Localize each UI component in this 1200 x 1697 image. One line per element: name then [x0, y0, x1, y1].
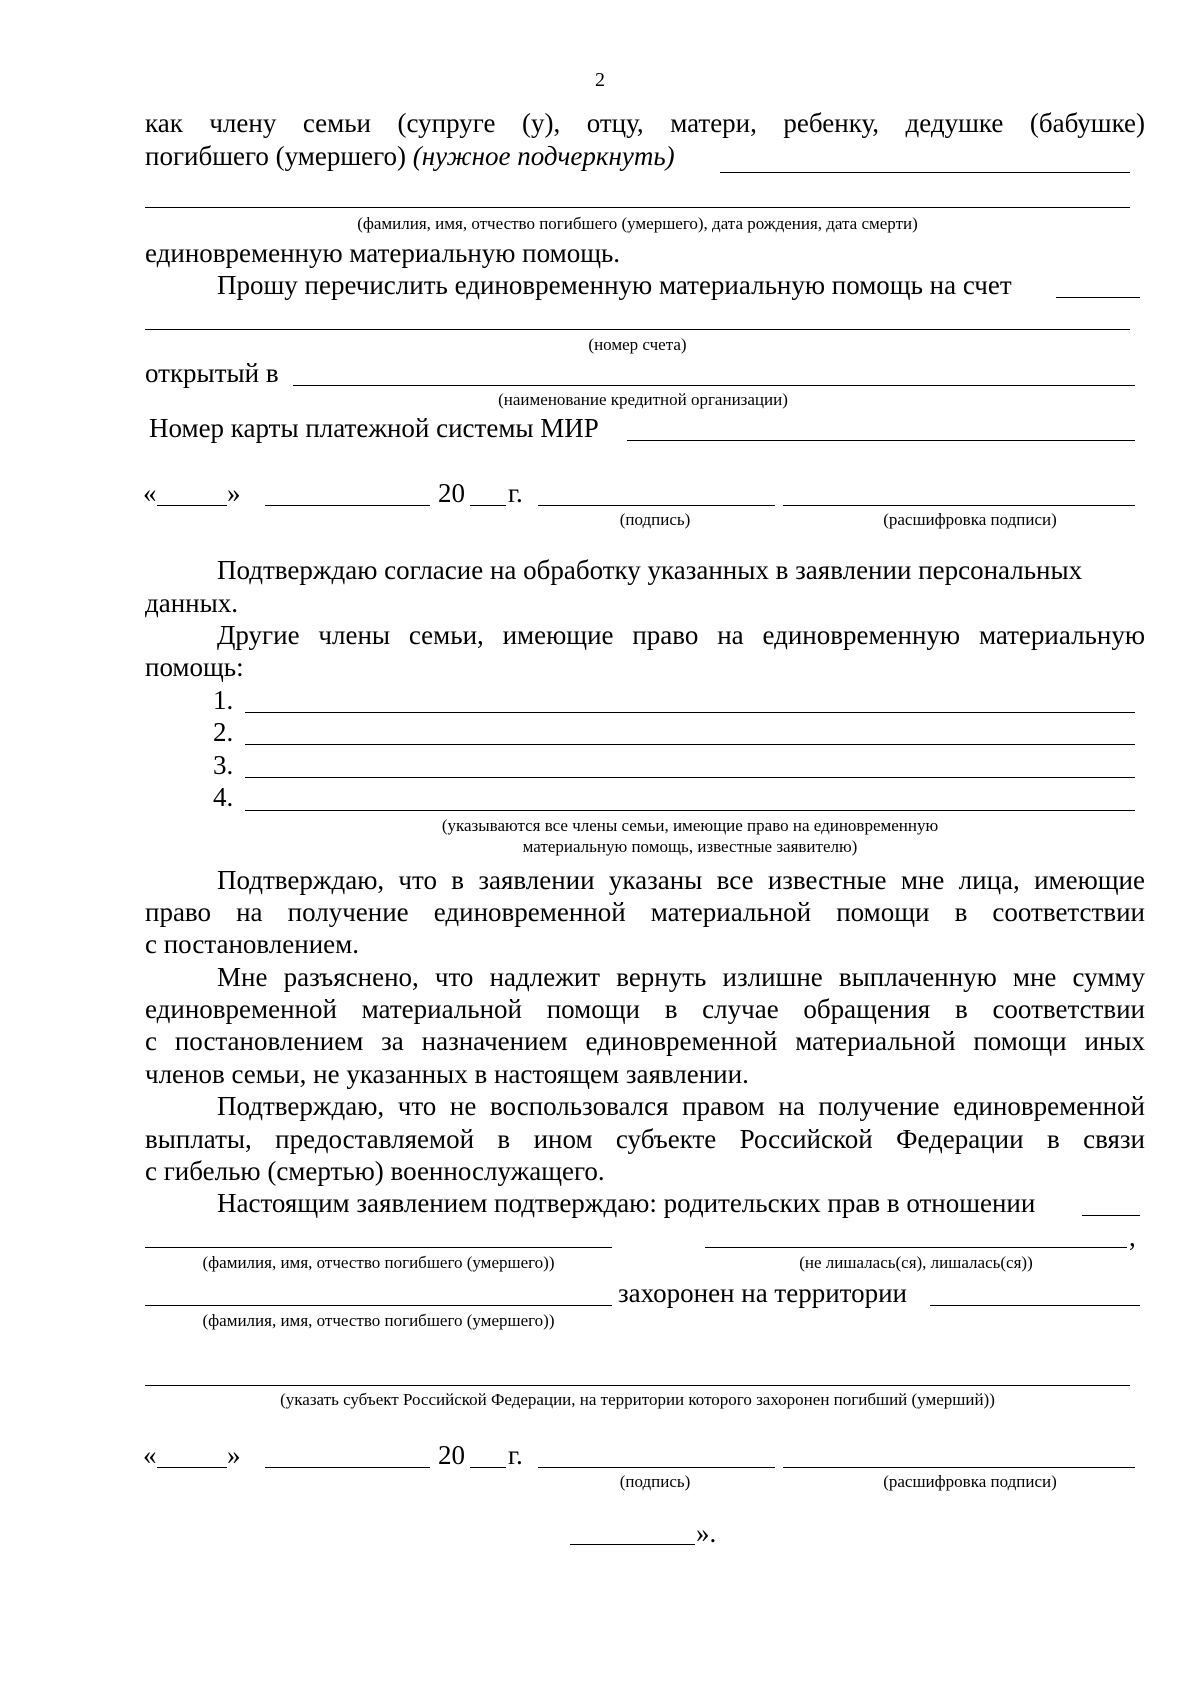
- blank-line: [293, 385, 1135, 386]
- blank-line: [720, 172, 1130, 173]
- blank-line: [265, 505, 430, 506]
- field-caption: (номер счета): [588, 335, 687, 354]
- field-caption: (указываются все члены семьи, имеющие право на единовременную: [441, 816, 939, 835]
- text-line: Подтверждаю согласие на обработку указанных в заявлении персональных: [217, 555, 1083, 585]
- field-caption: (расшифровка подписи): [883, 510, 1057, 529]
- list-number: 3.: [213, 750, 234, 780]
- italic-note: (нужное подчеркнуть): [412, 141, 675, 171]
- text-line: с постановлением.: [145, 929, 359, 959]
- blank-line: [470, 505, 506, 506]
- blank-line: [145, 207, 1130, 208]
- blank-line: [245, 777, 1135, 778]
- closing-mark: ».: [696, 1518, 717, 1548]
- text-line: данных.: [145, 588, 239, 618]
- blank-line: [627, 440, 1135, 441]
- blank-line: [157, 1467, 227, 1468]
- field-caption: (подпись): [619, 1472, 691, 1491]
- text-line: членов семьи, не указанных в настоящем заявлении.: [145, 1059, 749, 1089]
- text-line: помощь:: [145, 652, 244, 682]
- blank-line: [570, 1544, 695, 1545]
- text-line: право на получение единовременной материальной помощи в соответствии: [145, 897, 1145, 927]
- field-caption: материальную помощь, известные заявителю): [522, 837, 858, 856]
- list-number: 4.: [213, 782, 234, 812]
- year-prefix: 20: [438, 478, 465, 508]
- text-line: с гибелью (смертью) военнослужащего.: [145, 1156, 605, 1186]
- signature-line: [538, 1467, 775, 1468]
- text-line: Мне разъяснено, что надлежит вернуть излишне выплаченную мне сумму: [217, 962, 1145, 992]
- blank-line: [145, 1305, 612, 1306]
- text-line: выплаты, предоставляемой в ином субъекте Российской Федерации в связи: [145, 1124, 1145, 1154]
- text-line: Настоящим заявлением подтверждаю: родительских прав в отношении: [217, 1188, 1036, 1218]
- blank-line: [265, 1467, 430, 1468]
- field-caption: (наименование кредитной организации): [498, 390, 788, 409]
- text-line: Подтверждаю, что не воспользовался правом на получение единовременной: [217, 1091, 1145, 1121]
- quote-open: «: [143, 478, 157, 508]
- quote-close: »: [227, 1440, 241, 1470]
- field-caption: (подпись): [619, 510, 691, 529]
- text-line: открытый в: [145, 358, 279, 388]
- text-line: Прошу перечислить единовременную материальную помощь на счет: [217, 270, 1012, 300]
- field-caption: (фамилия, имя, отчество погибшего (умершего)): [202, 1311, 555, 1330]
- field-caption: (не лишалась(ся), лишалась(ся)): [799, 1253, 1033, 1272]
- text-line: захоронен на территории: [618, 1278, 908, 1308]
- field-caption: (расшифровка подписи): [883, 1472, 1057, 1491]
- year-suffix: г.: [508, 1440, 523, 1470]
- signature-decode-line: [783, 1467, 1135, 1468]
- blank-line: [145, 1385, 1130, 1386]
- year-suffix: г.: [508, 478, 523, 508]
- blank-line: [705, 1247, 1127, 1248]
- blank-line: [245, 810, 1135, 811]
- field-caption: (фамилия, имя, отчество погибшего (умершего)): [202, 1253, 555, 1272]
- text-line: с постановлением за назначением единовременной материальной помощи иных: [145, 1026, 1145, 1056]
- text-line: Другие члены семьи, имеющие право на единовременную материальную: [217, 620, 1145, 650]
- signature-decode-line: [783, 505, 1135, 506]
- list-number: 1.: [213, 685, 234, 715]
- blank-line: [145, 1247, 612, 1248]
- text-line: единовременную материальную помощь.: [145, 238, 621, 268]
- blank-line: [245, 744, 1135, 745]
- text-line: единовременной материальной помощи в случае обращения в соответствии: [145, 994, 1145, 1024]
- text-line: как члену семьи (супруге (у), отцу, матери, ребенку, дедушке (бабушке): [145, 108, 1145, 138]
- field-caption: (фамилия, имя, отчество погибшего (умершего), дата рождения, дата смерти): [357, 214, 918, 233]
- quote-close: »: [227, 478, 241, 508]
- comma: ,: [1129, 1222, 1136, 1252]
- page-number: 2: [595, 69, 605, 91]
- list-number: 2.: [213, 717, 234, 747]
- blank-line: [930, 1305, 1140, 1306]
- blank-line: [1082, 1215, 1140, 1216]
- text-line: [145, 141, 675, 171]
- blank-line: [470, 1467, 506, 1468]
- text-line: Номер карты платежной системы МИР: [149, 413, 599, 443]
- signature-line: [538, 505, 775, 506]
- blank-line: [145, 329, 1130, 330]
- text-fragment: погибшего (умершего): [145, 141, 407, 171]
- blank-line: [245, 712, 1135, 713]
- blank-line: [157, 505, 227, 506]
- blank-line: [1056, 297, 1140, 298]
- quote-open: «: [143, 1440, 157, 1470]
- text-line: Подтверждаю, что в заявлении указаны все известные мне лица, имеющие: [217, 865, 1145, 895]
- field-caption: (указать субъект Российской Федерации, на территории которого захоронен погибший (умерший)): [280, 1390, 995, 1409]
- year-prefix: 20: [438, 1440, 465, 1470]
